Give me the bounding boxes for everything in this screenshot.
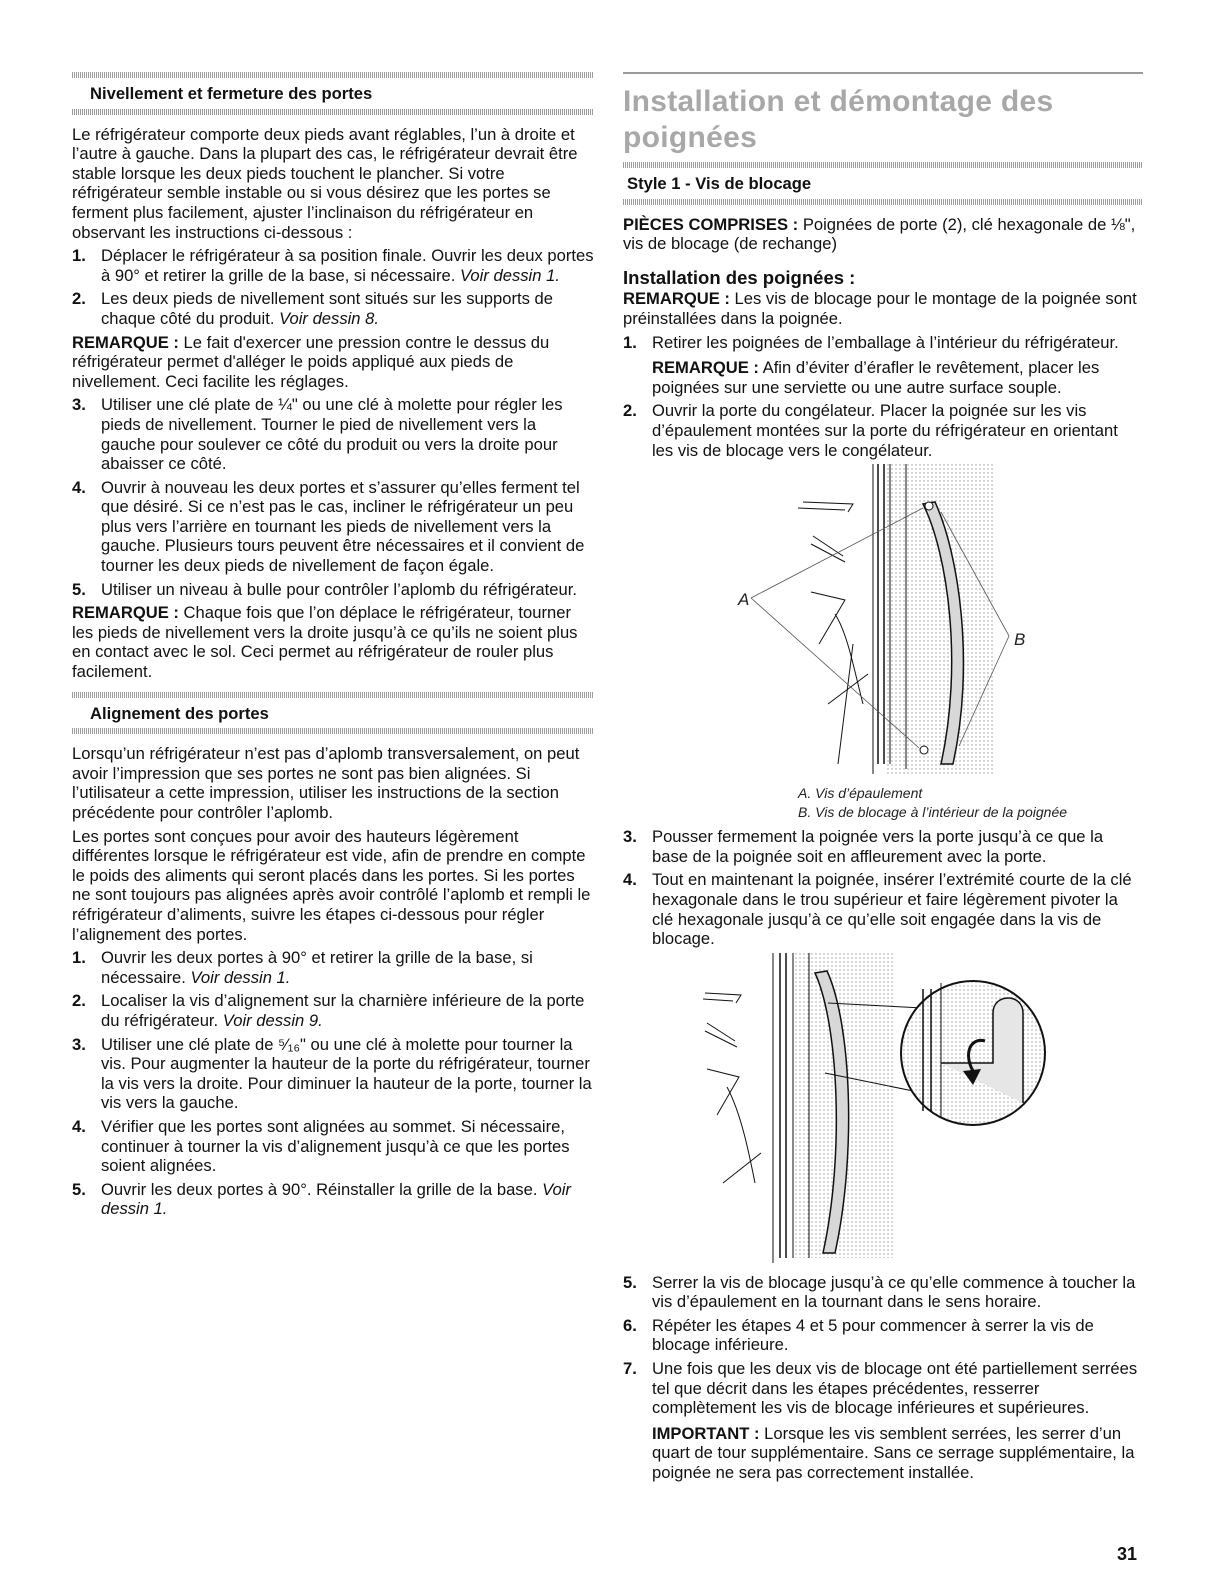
step-number: 3. — [72, 395, 86, 415]
alignment-step-2 — [72, 991, 594, 1030]
step-text: Les deux pieds de nivellement sont situés sur les supports de chaque côté du produit. — [101, 289, 553, 328]
handle-figure-2 — [623, 953, 1143, 1265]
leveling-intro: Le réfrigérateur comporte deux pieds avant réglables, l’un à droite et l’autre à gauche. Dans la plupart des cas, le réfrigérateur devrait être stable lorsque les deux pieds touchent le plancher. Si votre réfrigérateur semble instable ou si vous désirez que les portes se ferment plus facilement, ajuster l’inclinaison du réfrigérateur en observant les instructions ci-dessous : — [72, 124, 578, 242]
step-number: 2. — [72, 991, 86, 1011]
install-step-1-note — [652, 358, 1143, 397]
step-text: Une fois que les deux vis de blocage ont été partiellement serrées tel que décrit dans les étapes précédentes, resserrer complètement les vis de blocage inférieures et supérieures. — [652, 1359, 1138, 1418]
step-text: Ouvrir les deux portes à 90°. Réinstaller la grille de la base. — [101, 1179, 543, 1199]
leveling-note-2 — [72, 603, 594, 681]
alignment-step-1 — [72, 948, 594, 987]
step-number: 2. — [623, 401, 637, 421]
leveling-step-5 — [72, 580, 594, 600]
section-style-1 — [623, 162, 1143, 205]
hatch-divider — [72, 72, 594, 78]
note-text: Afin d’éviter d’érafler le revêtement, placer les poignées sur une serviette ou une autre surface souple. — [652, 358, 1100, 397]
section-alignment — [72, 692, 594, 735]
handle-illustration-2 — [623, 953, 1143, 1265]
drawing-ref: Voir dessin 1. — [459, 265, 560, 285]
important-label: IMPORTANT : — [652, 1423, 760, 1443]
step-number: 1. — [623, 332, 637, 352]
leveling-step-1 — [72, 246, 594, 285]
label-b: B — [1014, 630, 1026, 650]
leveling-step-3 — [72, 395, 594, 473]
right-column — [623, 0, 1143, 1487]
leveling-steps — [72, 246, 594, 328]
drawing-ref: Voir dessin 8. — [279, 308, 379, 328]
handle-illustration-1 — [623, 464, 1143, 779]
step-text: Retirer les poignées de l’emballage à l’intérieur du réfrigérateur. — [652, 332, 1119, 352]
install-note — [623, 289, 1143, 328]
leveling-step-4 — [72, 478, 594, 576]
step-number: 2. — [72, 289, 86, 309]
step-text: Pousser fermement la poignée vers la porte jusqu’à ce que la base de la poignée soit en affleurement avec la porte. — [652, 827, 1104, 866]
alignment-para-1: Lorsqu’un réfrigérateur n’est pas d’aplomb transversalement, on peut avoir l’impression que ses portes ne sont pas bien alignées. Si l’utilisateur a cette impression, utiliser les instructions de la section précédente pour contrôler l’aplomb. — [72, 744, 580, 822]
handle-figure-1 — [623, 464, 1143, 821]
hatch-divider — [623, 162, 1143, 168]
note-label: REMARQUE : — [652, 358, 759, 378]
step-text: Utiliser un niveau à bulle pour contrôler l’aplomb du réfrigérateur. — [101, 579, 577, 599]
step-number: 4. — [72, 1116, 86, 1136]
install-step-4 — [623, 870, 1143, 948]
step-text: Ouvrir à nouveau les deux portes et s’assurer qu’elles ferment tel que désiré. Si ce n’est pas le cas, incliner le réfrigérateur un peu plus vers l’arrière en tournant les pieds de nivellement vers la gauche. Plusieurs tours peuvent être nécessaires et il convient de tourner les deux pieds de nivellement de façon égale. — [101, 477, 585, 576]
step-number: 1. — [72, 246, 86, 266]
section-title-leveling: Nivellement et fermeture des portes — [90, 84, 373, 103]
step-text: Utiliser une clé plate de ⁵⁄₁₆" ou une clé à molette pour tourner la vis. Pour augmenter la hauteur de la porte du réfrigérateur, tourner la vis vers la droite. Pour diminuer la hauteur de la porte, tourner la vis vers la gauche. — [101, 1034, 592, 1113]
install-step-6 — [623, 1316, 1143, 1355]
install-steps — [623, 333, 1143, 461]
install-step-3 — [623, 827, 1143, 866]
step-text: Tout en maintenant la poignée, insérer l’extrémité courte de la clé hexagonale dans le trou supérieur et faire légèrement pivoter la clé hexagonale jusqu’à ce qu’elle soit engagée dans la vis de blocage. — [652, 870, 1132, 949]
installation-heading: Installation des poignées : — [623, 266, 856, 288]
section-title-style-1: Style 1 - Vis de blocage — [627, 174, 812, 193]
install-step-2 — [623, 401, 1143, 460]
door-surface — [885, 464, 995, 774]
note-label: REMARQUE : — [72, 603, 179, 623]
drawing-ref: Voir dessin 1. — [190, 967, 291, 987]
alignment-step-3 — [72, 1035, 594, 1113]
note-label: REMARQUE : — [623, 289, 730, 309]
important-text: Lorsque les vis semblent serrées, les serrer d’un quart de tour supplémentaire. Sans ce serrage supplémentaire, la poignée ne sera pas correctement installée. — [652, 1423, 1135, 1483]
caption-a: A. Vis d’épaulement — [798, 785, 923, 802]
step-number: 6. — [623, 1315, 637, 1335]
page-title: Installation et démontage des poignées — [623, 72, 1143, 156]
caption-b: B. Vis de blocage à l’intérieur de la poignée — [798, 804, 1068, 821]
step-text: Déplacer le réfrigérateur à sa position finale. Ouvrir les deux portes à 90° et retirer la grille de la base, si nécessaire. — [101, 246, 594, 285]
step-text: Localiser la vis d’alignement sur la charnière inférieure de la porte du réfrigérateur. — [101, 991, 585, 1030]
step-number: 3. — [623, 827, 637, 847]
step-number: 4. — [72, 477, 86, 497]
step-number: 5. — [623, 1272, 637, 1292]
alignment-steps — [72, 948, 594, 1219]
step-text: Ouvrir la porte du congélateur. Placer la poignée sur les vis d’épaulement montées sur la porte du réfrigérateur en orientant les vis de blocage vers le congélateur. — [652, 401, 1118, 460]
drawing-ref: Voir dessin 1. — [101, 1179, 571, 1219]
step-number: 5. — [72, 1179, 86, 1199]
hatch-divider — [623, 199, 1143, 205]
page-number: 31 — [1117, 1544, 1138, 1564]
note-text: Chaque fois que l’on déplace le réfrigérateur, tourner les pieds de nivellement vers la droite jusqu’à ce qu’ils ne soient plus en contact avec le sol. Ceci permet au réfrigérateur de rouler plus facilement. — [72, 603, 578, 682]
install-step-5 — [623, 1273, 1143, 1312]
parts-text: Poignées de porte (2), clé hexagonale de ⅛", vis de blocage (de rechange) — [623, 214, 1136, 254]
hatch-divider — [72, 728, 594, 734]
note-text: Le fait d'exercer une pression contre le dessus du réfrigérateur permet d'alléger le poids appliqué aux pieds de nivellement. Ceci facilite les réglages. — [72, 332, 550, 391]
drawing-ref: Voir dessin 9. — [222, 1010, 323, 1030]
install-steps-continued — [623, 827, 1143, 949]
left-column — [72, 0, 594, 1223]
alignment-step-4 — [72, 1117, 594, 1176]
note-text: Les vis de blocage pour le montage de la poignée sont préinstallées dans la poignée. — [623, 289, 1137, 328]
leveling-steps-continued — [72, 395, 594, 599]
parts-label: PIÈCES COMPRISES : — [623, 214, 799, 234]
step-text: Vérifier que les portes sont alignées au sommet. Si nécessaire, continuer à tourner la vis d’alignement jusqu’à ce que les portes soient alignées. — [101, 1116, 570, 1176]
label-a: A — [738, 590, 750, 610]
step-text: Ouvrir les deux portes à 90° et retirer la grille de la base, si nécessaire. — [101, 948, 533, 987]
alignment-para-2: Les portes sont conçues pour avoir des hauteurs légèrement différentes lorsque le réfrigérateur est vide, afin de prendre en compte le poids des aliments qui seront placés dans les portes. Si les portes ne sont toujours pas alignées après avoir contrôlé l’aplomb et rempli le réfrigérateur d’aliments, suivre les étapes ci-dessous pour régler l’alignement des portes. — [72, 826, 591, 944]
hatch-divider — [72, 692, 594, 698]
parts-included — [623, 215, 1143, 254]
step-number: 1. — [72, 948, 86, 968]
section-title-alignment: Alignement des portes — [90, 703, 269, 723]
step-number: 7. — [623, 1359, 637, 1379]
section-leveling — [72, 72, 594, 115]
step-number: 5. — [72, 579, 86, 599]
hatch-divider — [72, 109, 594, 115]
step-number: 3. — [72, 1034, 86, 1054]
note-label: REMARQUE : — [72, 332, 179, 352]
step-text: Répéter les étapes 4 et 5 pour commencer à serrer la vis de blocage inférieure. — [652, 1315, 1094, 1355]
step-text: Serrer la vis de blocage jusqu’à ce qu’elle commence à toucher la vis d’épaulement en la tournant dans le sens horaire. — [652, 1272, 1136, 1312]
leveling-step-2 — [72, 289, 594, 328]
step-text: Utiliser une clé plate de ¼" ou une clé à molette pour régler les pieds de nivellement. Tourner le pied de nivellement vers la gauche pour soulever ce côté du produit ou vers la droite pour abaisser ce côté. — [101, 395, 563, 474]
important-note — [652, 1424, 1143, 1483]
alignment-step-5 — [72, 1180, 594, 1219]
install-steps-final — [623, 1273, 1143, 1483]
install-step-7 — [623, 1359, 1143, 1483]
step-number: 4. — [623, 870, 637, 890]
install-step-1 — [623, 333, 1143, 398]
leveling-note-1 — [72, 333, 594, 392]
